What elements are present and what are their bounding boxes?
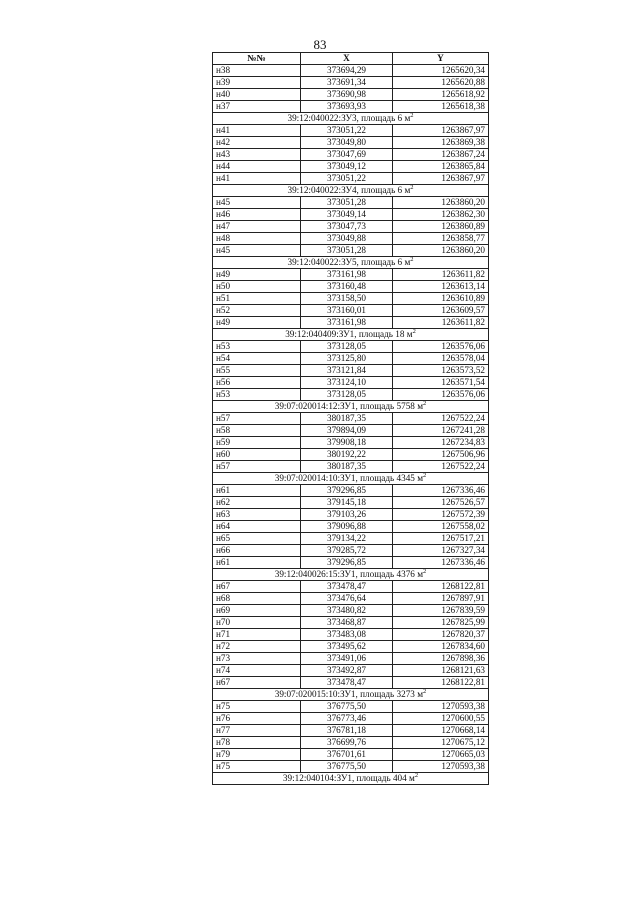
y-coordinate-cell: 1263862,30	[393, 209, 489, 221]
y-coordinate-cell: 1265620,88	[393, 77, 489, 89]
table-body	[213, 65, 489, 785]
x-coordinate-cell: 373128,05	[301, 389, 393, 401]
table-row	[213, 485, 489, 497]
parcel-section-title	[213, 113, 489, 125]
x-coordinate-cell: 373049,14	[301, 209, 393, 221]
y-coordinate-cell: 1267839,59	[393, 605, 489, 617]
table-row	[213, 761, 489, 773]
point-number-cell: н62	[213, 497, 301, 509]
x-coordinate-cell: 373694,29	[301, 65, 393, 77]
table-row	[213, 89, 489, 101]
y-coordinate-cell: 1263860,20	[393, 245, 489, 257]
x-coordinate-cell: 376781,18	[301, 725, 393, 737]
section-header-row	[213, 113, 489, 125]
point-number-cell: н45	[213, 245, 301, 257]
point-number-cell: н72	[213, 641, 301, 653]
point-number-cell: н60	[213, 449, 301, 461]
section-header-row	[213, 329, 489, 341]
x-coordinate-cell: 373051,28	[301, 197, 393, 209]
point-number-cell: н49	[213, 317, 301, 329]
x-coordinate-cell: 379285,72	[301, 545, 393, 557]
y-coordinate-cell: 1270600,55	[393, 713, 489, 725]
x-coordinate-cell: 373121,84	[301, 365, 393, 377]
y-coordinate-cell: 1270593,38	[393, 701, 489, 713]
y-coordinate-cell: 1270675,12	[393, 737, 489, 749]
point-number-cell: н50	[213, 281, 301, 293]
point-number-cell: н43	[213, 149, 301, 161]
table-row	[213, 545, 489, 557]
x-coordinate-cell: 373478,47	[301, 677, 393, 689]
table-row	[213, 149, 489, 161]
table-row	[213, 605, 489, 617]
x-coordinate-cell: 376775,50	[301, 761, 393, 773]
table-row	[213, 533, 489, 545]
y-coordinate-cell: 1263869,38	[393, 137, 489, 149]
parcel-section-title	[213, 689, 489, 701]
x-coordinate-cell: 373124,10	[301, 377, 393, 389]
y-coordinate-cell: 1267522,24	[393, 413, 489, 425]
point-number-cell: н41	[213, 173, 301, 185]
table-row	[213, 137, 489, 149]
x-coordinate-cell: 373049,12	[301, 161, 393, 173]
point-number-cell: н56	[213, 377, 301, 389]
x-coordinate-cell: 373125,80	[301, 353, 393, 365]
y-coordinate-cell: 1267327,34	[393, 545, 489, 557]
point-number-cell: н67	[213, 581, 301, 593]
table-row	[213, 221, 489, 233]
x-coordinate-cell: 376773,46	[301, 713, 393, 725]
parcel-section-title	[213, 773, 489, 785]
y-coordinate-cell: 1265618,38	[393, 101, 489, 113]
y-coordinate-cell: 1263867,97	[393, 173, 489, 185]
point-number-cell: н53	[213, 341, 301, 353]
table-row	[213, 521, 489, 533]
y-coordinate-cell: 1263571,54	[393, 377, 489, 389]
x-coordinate-cell: 373480,82	[301, 605, 393, 617]
x-coordinate-cell: 379296,85	[301, 557, 393, 569]
parcel-section-title	[213, 185, 489, 197]
x-coordinate-cell: 373051,22	[301, 125, 393, 137]
table-row	[213, 305, 489, 317]
parcel-section-label: 39:07:020014:12:ЗУ1, площадь 5758 м	[274, 401, 424, 411]
y-coordinate-cell: 1270665,03	[393, 749, 489, 761]
table-row	[213, 581, 489, 593]
point-number-cell: н58	[213, 425, 301, 437]
area-unit-exponent: 2	[410, 184, 414, 191]
x-coordinate-cell: 373478,47	[301, 581, 393, 593]
table-row	[213, 341, 489, 353]
area-unit-exponent: 2	[423, 568, 427, 575]
table-row	[213, 413, 489, 425]
y-coordinate-cell: 1263860,89	[393, 221, 489, 233]
y-coordinate-cell: 1267526,57	[393, 497, 489, 509]
x-coordinate-cell: 376701,61	[301, 749, 393, 761]
point-number-cell: н69	[213, 605, 301, 617]
x-coordinate-cell: 379296,85	[301, 485, 393, 497]
point-number-cell: н49	[213, 269, 301, 281]
table-row	[213, 737, 489, 749]
point-number-cell: н59	[213, 437, 301, 449]
x-coordinate-cell: 373047,73	[301, 221, 393, 233]
x-coordinate-cell: 376699,76	[301, 737, 393, 749]
y-coordinate-cell: 1263578,04	[393, 353, 489, 365]
y-coordinate-cell: 1263611,82	[393, 317, 489, 329]
section-header-row	[213, 185, 489, 197]
x-coordinate-cell: 373483,08	[301, 629, 393, 641]
table-row	[213, 557, 489, 569]
table-row	[213, 665, 489, 677]
point-number-cell: н41	[213, 125, 301, 137]
x-coordinate-cell: 379134,22	[301, 533, 393, 545]
point-number-cell: н52	[213, 305, 301, 317]
point-number-cell: н45	[213, 197, 301, 209]
y-coordinate-cell: 1268122,81	[393, 581, 489, 593]
table-row	[213, 233, 489, 245]
point-number-cell: н53	[213, 389, 301, 401]
point-number-cell: н61	[213, 485, 301, 497]
point-number-cell: н38	[213, 65, 301, 77]
table-row	[213, 509, 489, 521]
x-coordinate-cell: 373690,98	[301, 89, 393, 101]
x-coordinate-cell: 379145,18	[301, 497, 393, 509]
area-unit-exponent: 2	[423, 400, 427, 407]
x-coordinate-cell: 373161,98	[301, 269, 393, 281]
table-row	[213, 245, 489, 257]
point-number-cell: н77	[213, 725, 301, 737]
x-coordinate-cell: 373691,34	[301, 77, 393, 89]
header-y: Y	[393, 53, 489, 65]
x-coordinate-cell: 373049,80	[301, 137, 393, 149]
x-coordinate-cell: 373693,93	[301, 101, 393, 113]
table-row	[213, 497, 489, 509]
table-row	[213, 161, 489, 173]
point-number-cell: н55	[213, 365, 301, 377]
table-row	[213, 749, 489, 761]
point-number-cell: н73	[213, 653, 301, 665]
section-header-row	[213, 401, 489, 413]
table-row	[213, 269, 489, 281]
point-number-cell: н42	[213, 137, 301, 149]
page-number: 83	[313, 37, 327, 52]
y-coordinate-cell: 1263613,14	[393, 281, 489, 293]
point-number-cell: н39	[213, 77, 301, 89]
area-unit-exponent: 2	[423, 688, 427, 695]
y-coordinate-cell: 1267336,46	[393, 485, 489, 497]
y-coordinate-cell: 1263610,89	[393, 293, 489, 305]
y-coordinate-cell: 1267572,39	[393, 509, 489, 521]
point-number-cell: н40	[213, 89, 301, 101]
section-header-row	[213, 569, 489, 581]
x-coordinate-cell: 373492,87	[301, 665, 393, 677]
table-row	[213, 77, 489, 89]
x-coordinate-cell: 373161,98	[301, 317, 393, 329]
table-row	[213, 101, 489, 113]
y-coordinate-cell: 1270668,14	[393, 725, 489, 737]
y-coordinate-cell: 1267517,21	[393, 533, 489, 545]
y-coordinate-cell: 1267820,37	[393, 629, 489, 641]
x-coordinate-cell: 373495,62	[301, 641, 393, 653]
point-number-cell: н48	[213, 233, 301, 245]
point-number-cell: н75	[213, 761, 301, 773]
point-number-cell: н47	[213, 221, 301, 233]
y-coordinate-cell: 1267234,83	[393, 437, 489, 449]
x-coordinate-cell: 373160,48	[301, 281, 393, 293]
parcel-section-label: 39:12:040022:ЗУ5, площадь 6 м	[287, 257, 411, 267]
table-row	[213, 701, 489, 713]
table-row	[213, 449, 489, 461]
table-row	[213, 437, 489, 449]
y-coordinate-cell: 1263860,20	[393, 197, 489, 209]
x-coordinate-cell: 379103,26	[301, 509, 393, 521]
parcel-section-title	[213, 473, 489, 485]
parcel-section-title	[213, 569, 489, 581]
x-coordinate-cell: 373047,69	[301, 149, 393, 161]
parcel-section-title	[213, 257, 489, 269]
y-coordinate-cell: 1263858,77	[393, 233, 489, 245]
point-number-cell: н57	[213, 413, 301, 425]
x-coordinate-cell: 373468,87	[301, 617, 393, 629]
x-coordinate-cell: 380192,22	[301, 449, 393, 461]
table-row	[213, 65, 489, 77]
point-number-cell: н71	[213, 629, 301, 641]
y-coordinate-cell: 1265618,92	[393, 89, 489, 101]
x-coordinate-cell: 373160,01	[301, 305, 393, 317]
x-coordinate-cell: 379908,18	[301, 437, 393, 449]
table-row	[213, 377, 489, 389]
table-row	[213, 629, 489, 641]
point-number-cell: н64	[213, 521, 301, 533]
table-row	[213, 461, 489, 473]
y-coordinate-cell: 1263573,52	[393, 365, 489, 377]
coordinates-table	[212, 52, 489, 785]
header-x: X	[301, 53, 393, 65]
table-row	[213, 353, 489, 365]
table-row	[213, 713, 489, 725]
x-coordinate-cell: 373158,50	[301, 293, 393, 305]
x-coordinate-cell: 373051,28	[301, 245, 393, 257]
point-number-cell: н66	[213, 545, 301, 557]
table-row	[213, 653, 489, 665]
y-coordinate-cell: 1267558,02	[393, 521, 489, 533]
parcel-section-label: 39:12:040409:ЗУ1, площадь 18 м	[285, 329, 413, 339]
y-coordinate-cell: 1268122,81	[393, 677, 489, 689]
point-number-cell: н78	[213, 737, 301, 749]
parcel-section-label: 39:07:020014:10:ЗУ1, площадь 4345 м	[274, 473, 424, 483]
point-number-cell: н79	[213, 749, 301, 761]
point-number-cell: н61	[213, 557, 301, 569]
point-number-cell: н44	[213, 161, 301, 173]
point-number-cell: н37	[213, 101, 301, 113]
x-coordinate-cell: 380187,35	[301, 461, 393, 473]
y-coordinate-cell: 1263867,24	[393, 149, 489, 161]
parcel-section-label: 39:07:020015:10:ЗУ1, площадь 3273 м	[274, 689, 424, 699]
x-coordinate-cell: 373491,06	[301, 653, 393, 665]
section-header-row	[213, 773, 489, 785]
table-row	[213, 641, 489, 653]
table-row	[213, 173, 489, 185]
x-coordinate-cell: 379894,09	[301, 425, 393, 437]
y-coordinate-cell: 1263611,82	[393, 269, 489, 281]
table-row	[213, 677, 489, 689]
point-number-cell: н68	[213, 593, 301, 605]
table-row	[213, 725, 489, 737]
parcel-section-label: 39:12:040022:ЗУ3, площадь 6 м	[287, 113, 411, 123]
area-unit-exponent: 2	[410, 256, 414, 263]
section-header-row	[213, 689, 489, 701]
y-coordinate-cell: 1267241,28	[393, 425, 489, 437]
table-row	[213, 317, 489, 329]
table-row	[213, 281, 489, 293]
point-number-cell: н65	[213, 533, 301, 545]
x-coordinate-cell: 376775,50	[301, 701, 393, 713]
table-header-row	[213, 53, 489, 65]
header-point-number: №№	[213, 53, 301, 65]
point-number-cell: н46	[213, 209, 301, 221]
point-number-cell: н63	[213, 509, 301, 521]
table-row	[213, 125, 489, 137]
y-coordinate-cell: 1263867,97	[393, 125, 489, 137]
table-row	[213, 425, 489, 437]
y-coordinate-cell: 1263576,06	[393, 389, 489, 401]
table-row	[213, 293, 489, 305]
table-row	[213, 209, 489, 221]
x-coordinate-cell: 373049,88	[301, 233, 393, 245]
point-number-cell: н67	[213, 677, 301, 689]
parcel-section-title	[213, 329, 489, 341]
x-coordinate-cell: 373128,05	[301, 341, 393, 353]
table-row	[213, 197, 489, 209]
table-row	[213, 365, 489, 377]
y-coordinate-cell: 1263865,84	[393, 161, 489, 173]
point-number-cell: н70	[213, 617, 301, 629]
y-coordinate-cell: 1267898,36	[393, 653, 489, 665]
table-row	[213, 389, 489, 401]
y-coordinate-cell: 1270593,38	[393, 761, 489, 773]
point-number-cell: н57	[213, 461, 301, 473]
x-coordinate-cell: 379096,88	[301, 521, 393, 533]
y-coordinate-cell: 1263609,57	[393, 305, 489, 317]
x-coordinate-cell: 373051,22	[301, 173, 393, 185]
table-row	[213, 593, 489, 605]
y-coordinate-cell: 1267825,99	[393, 617, 489, 629]
y-coordinate-cell: 1265620,34	[393, 65, 489, 77]
parcel-section-label: 39:12:040022:ЗУ4, площадь 6 м	[287, 185, 411, 195]
y-coordinate-cell: 1267834,60	[393, 641, 489, 653]
y-coordinate-cell: 1268121,63	[393, 665, 489, 677]
section-header-row	[213, 473, 489, 485]
point-number-cell: н76	[213, 713, 301, 725]
parcel-section-label: 39:12:040104:ЗУ1, площадь 404 м	[282, 773, 415, 783]
x-coordinate-cell: 380187,35	[301, 413, 393, 425]
parcel-section-label: 39:12:040026:15:ЗУ1, площадь 4376 м	[274, 569, 424, 579]
parcel-section-title	[213, 401, 489, 413]
point-number-cell: н51	[213, 293, 301, 305]
table-row	[213, 617, 489, 629]
y-coordinate-cell: 1267897,91	[393, 593, 489, 605]
section-header-row	[213, 257, 489, 269]
point-number-cell: н54	[213, 353, 301, 365]
y-coordinate-cell: 1267506,96	[393, 449, 489, 461]
point-number-cell: н75	[213, 701, 301, 713]
area-unit-exponent: 2	[423, 472, 427, 479]
y-coordinate-cell: 1267336,46	[393, 557, 489, 569]
point-number-cell: н74	[213, 665, 301, 677]
area-unit-exponent: 2	[414, 772, 419, 779]
area-unit-exponent: 2	[412, 328, 416, 335]
y-coordinate-cell: 1267522,24	[393, 461, 489, 473]
y-coordinate-cell: 1263576,06	[393, 341, 489, 353]
area-unit-exponent: 2	[410, 112, 414, 119]
x-coordinate-cell: 373476,64	[301, 593, 393, 605]
